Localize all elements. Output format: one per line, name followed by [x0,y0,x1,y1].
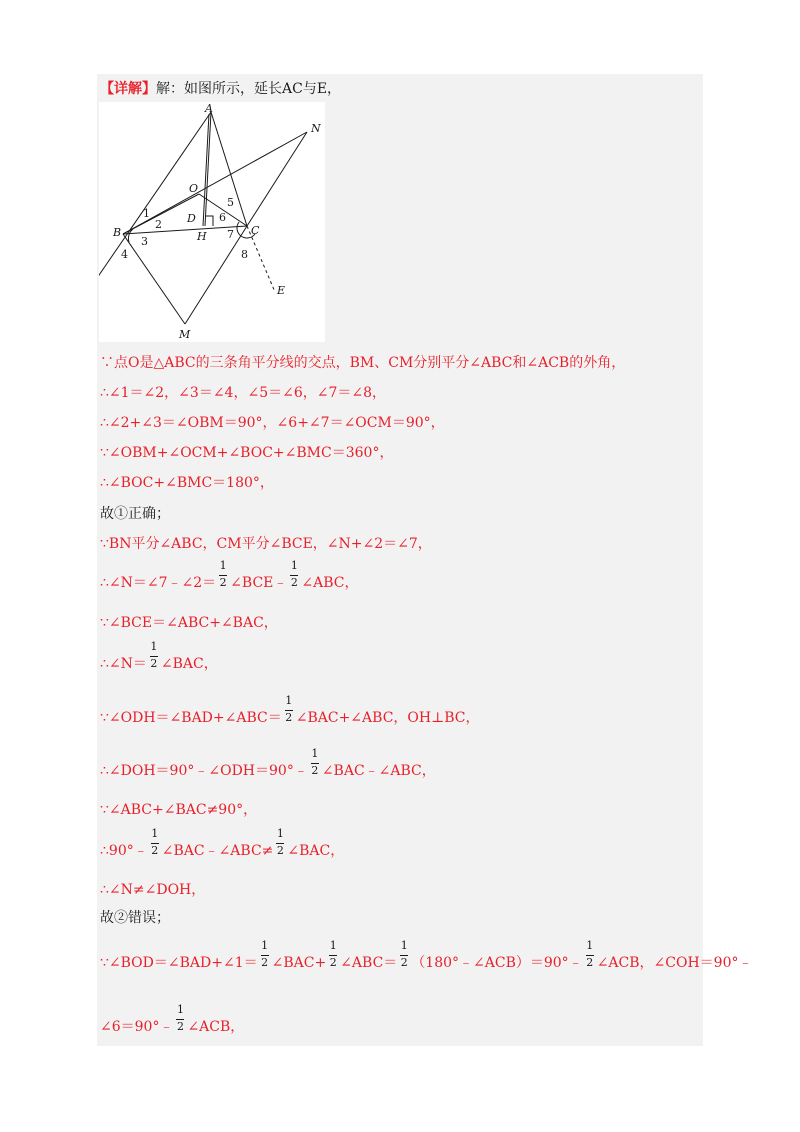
line-18-part-a: ∠6＝90°﹣ [100,1019,174,1035]
fraction-half: $\frac{1}{2}$ [400,939,408,969]
fraction-half: $\frac{1}{2}$ [285,694,293,724]
line-18-part-b: ∠ACB， [187,1019,245,1035]
fraction-half: $\frac{1}{2}$ [290,559,298,589]
line-14-part-c: ∠BAC， [287,843,345,859]
angle-label-3: 3 [141,235,148,248]
intro-text: 解：如图所示，延长AC与E， [156,81,342,97]
line-2: ∴∠1＝∠2，∠3＝∠4，∠5＝∠6，∠7＝∠8， [100,385,387,401]
angle-label-2: 2 [155,218,162,231]
label-m: M [179,328,191,341]
angle-label-4: 4 [121,248,128,261]
line-12-part-b: ∠BAC﹣∠ABC， [321,763,436,779]
label-o: O [189,182,199,195]
line-8-part-c: ∠ABC， [301,575,359,591]
fraction-half: $\frac{1}{2}$ [219,559,227,589]
label-h: H [197,230,207,243]
line-12 [100,747,436,780]
line-14-part-b: ∠BAC﹣∠ABC≠ [161,843,274,859]
line-17 [100,939,753,972]
line-11-part-a: ∵∠ODH＝∠BAD+∠ABC＝ [100,710,282,726]
line-17-part-b: ∠BAC+ [271,955,327,971]
angle-label-5: 5 [227,196,234,209]
detail-tag: 【详解】 [100,81,156,97]
angle-label-1: 1 [143,207,150,220]
angle-label-6: 6 [219,211,226,224]
fraction-half: $\frac{1}{2}$ [150,640,158,670]
line-10-part-b: ∠BAC， [160,656,218,672]
right-angle-mark [205,216,213,226]
line-4: ∵∠OBM+∠OCM+∠BOC+∠BMC＝360°， [100,445,394,461]
solution-header [100,80,341,98]
fraction-half: $\frac{1}{2}$ [276,827,284,857]
line-15: ∴∠N≠∠DOH， [100,882,206,898]
line-3: ∴∠2+∠3＝∠OBM＝90°，∠6+∠7＝∠OCM＝90°， [100,415,445,431]
angle-label-8: 8 [241,248,248,261]
line-5: ∴∠BOC+∠BMC＝180°， [100,475,274,491]
line-11-part-b: ∠BAC+∠ABC，OH⊥BC， [295,710,480,726]
line-13: ∵∠ABC+∠BAC≠90°， [100,802,258,818]
line-8-part-a: ∴∠N＝∠7﹣∠2＝ [100,575,217,591]
line-10 [100,640,218,673]
fraction-half: $\frac{1}{2}$ [586,939,594,969]
line-17-part-a: ∵∠BOD＝∠BAD+∠1＝ [100,955,258,971]
label-a: A [205,102,213,115]
label-d: D [187,212,196,225]
label-e: E [277,284,286,297]
fraction-half: $\frac{1}{2}$ [329,939,337,969]
line-mc [185,226,247,324]
angle-label-7: 7 [227,228,234,241]
label-b: B [113,226,122,239]
fraction-half: $\frac{1}{2}$ [261,939,269,969]
line-14-part-a: ∴90°﹣ [100,843,148,859]
line-7: ∵BN平分∠ABC，CM平分∠BCE，∠N+∠2＝∠7， [100,536,432,552]
line-18 [100,1003,245,1036]
triangle-diagram [99,102,325,342]
fraction-half: $\frac{1}{2}$ [151,827,159,857]
line-9: ∵∠BCE＝∠ABC+∠BAC， [100,615,278,631]
line-10-part-a: ∴∠N＝ [100,656,147,672]
line-8 [100,559,359,592]
line-16-conclusion: 故②错误； [100,910,170,926]
line-bm [123,234,185,324]
line-bn [123,132,307,234]
line-nc [247,132,307,226]
line-6-conclusion: 故①正确； [100,506,170,522]
geometry-figure [99,102,325,342]
label-n: N [311,122,321,135]
fraction-half: $\frac{1}{2}$ [311,747,319,777]
line-8-part-b: ∠BCE﹣ [230,575,288,591]
line-17-part-c: ∠ABC＝ [340,955,398,971]
fraction-half: $\frac{1}{2}$ [176,1003,184,1033]
line-14 [100,827,345,860]
line-1: ∵点O是△ABC的三条角平分线的交点，BM、CM分别平分∠ABC和∠ACB的外角， [100,355,626,371]
line-17-part-d: （180°﹣∠ACB）＝90°﹣ [411,955,583,971]
line-11 [100,694,480,727]
line-12-part-a: ∴∠DOH＝90°﹣∠ODH＝90°﹣ [100,763,308,779]
line-17-part-e: ∠ACB，∠COH＝90°﹣ [596,955,753,971]
label-c: C [251,224,260,237]
